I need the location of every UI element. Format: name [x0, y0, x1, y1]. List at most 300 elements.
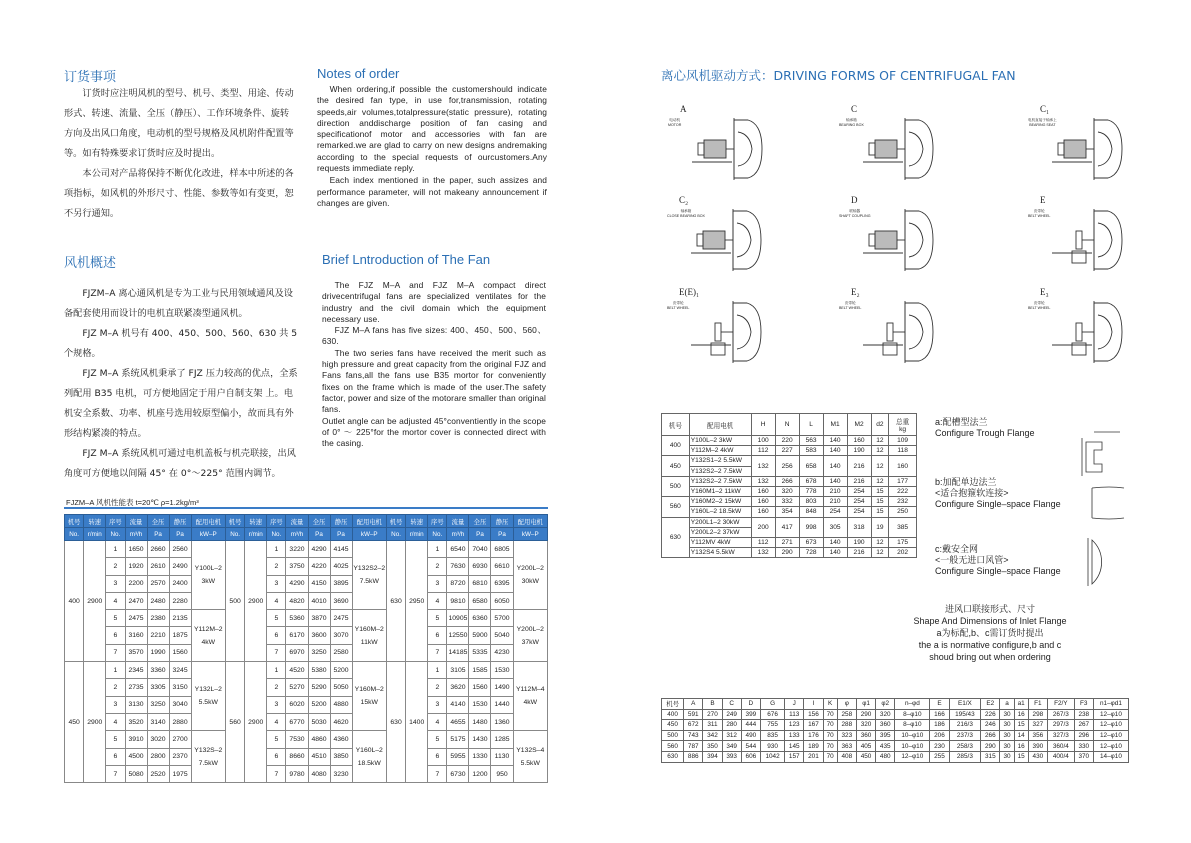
inlet-cell: 167: [804, 720, 823, 731]
perf-cell: 8660: [286, 748, 308, 765]
perf-cell: 4: [106, 592, 125, 609]
perf-cell: 8720: [447, 575, 469, 592]
perf-cell: 5175: [447, 731, 469, 748]
flange-b-caption: [935, 477, 1061, 510]
flange-c-guard: [1092, 540, 1102, 584]
perf-cell: 2490: [169, 558, 191, 575]
motor-name: Y160L–2 18.5kW: [689, 507, 751, 517]
motor-header-cell: 总重 kg: [889, 414, 917, 436]
order-zh-p1: 订货时应注明风机的型号、机号、类型、用途、传动形式、转速、流量、全压（静压）、工作环境条件、旋转方向及出风口角度，电动机的型号规格及风机附件配置等等。如有特殊要求订货时应及时提出。: [64, 88, 294, 159]
perf-cell: 5360: [286, 610, 308, 627]
inlet-cell: 390: [1028, 741, 1047, 752]
flange-c-zh2: <一般无进口风管>: [935, 555, 1009, 565]
perf-row: [65, 644, 548, 661]
perf-cell: 3600: [308, 627, 330, 644]
perf-cell: 1650: [125, 541, 147, 558]
motor-dim: 254: [847, 507, 871, 517]
inlet-cell: 15: [1014, 720, 1028, 731]
motor-fan-no: 630: [662, 517, 690, 558]
motor-dim: 160: [847, 436, 871, 446]
perf-cell: 1330: [469, 748, 491, 765]
motor-dim: 320: [775, 486, 799, 496]
inlet-cell: 320: [856, 720, 875, 731]
perf-header-cell: 全压: [308, 515, 330, 528]
motor-header-row: [662, 414, 917, 436]
drive-callout: 电机直接于轴承上 BEARING SEAT: [1028, 118, 1057, 127]
flange-a-en: Configure Trough Flange: [935, 428, 1035, 438]
intro-en-p4: Outlet angle can be adjusted 45°conventiently in the scope of 0° ～ 225°for the mortor cover is connected direct with the casing.: [322, 415, 546, 449]
inlet-cell: 70: [823, 751, 837, 762]
perf-cell: 1990: [147, 644, 169, 661]
inlet-cell: 370: [1074, 751, 1093, 762]
inlet-cell: 206: [930, 730, 949, 741]
perf-header-row: [65, 515, 548, 528]
intro-en-p2: FJZ M–A fans has five sizes: 400、450、500、560、630.: [322, 325, 546, 347]
motor-row: [662, 507, 917, 517]
inlet-cell: 288: [837, 720, 856, 731]
perf-cell: 2520: [147, 765, 169, 782]
inlet-cell: 560: [662, 741, 684, 752]
perf-cell: 1490: [491, 679, 513, 696]
perf-cell: 1920: [125, 558, 147, 575]
inlet-cell: 195/43: [949, 709, 981, 720]
perf-rpm: 2900: [84, 541, 106, 662]
perf-cell: 4140: [447, 696, 469, 713]
motor-dim: 256: [775, 456, 799, 476]
perf-cell: 4080: [308, 765, 330, 782]
motor-name: Y132S1–2 5.5kW: [689, 456, 751, 466]
perf-cell: 6170: [286, 627, 308, 644]
motor-header-cell: H: [751, 414, 775, 436]
flange-b-profile: [1092, 487, 1124, 519]
motor-dim: 232: [889, 497, 917, 507]
perf-cell: 3910: [125, 731, 147, 748]
inlet-header-row: [662, 699, 1129, 710]
perf-cell: 2570: [147, 575, 169, 592]
perf-header-cell: 静压: [491, 515, 513, 528]
perf-cell: 2475: [330, 610, 352, 627]
motor-header-cell: N: [775, 414, 799, 436]
perf-cell: 4860: [308, 731, 330, 748]
motor-dim: 210: [823, 497, 847, 507]
perf-motor-kw: 37kW: [521, 638, 539, 646]
inlet-cell: 315: [981, 751, 1000, 762]
motor-fan-no: 560: [662, 497, 690, 517]
drive-callout: 电动机 MOTOR: [668, 118, 682, 127]
inlet-cell: 255: [930, 751, 949, 762]
perf-header-cell: 序号: [428, 515, 447, 528]
perf-cell: 1430: [469, 731, 491, 748]
motor-name: Y112M–2 4kW: [689, 446, 751, 456]
perf-cell: 2660: [147, 541, 169, 558]
perf-cell: 3: [428, 696, 447, 713]
motor-header-cell: L: [799, 414, 823, 436]
perf-header-cell: kW–P: [513, 528, 548, 541]
inlet-cell: 755: [760, 720, 784, 731]
drive-callout: 皮带轮 BELT WHEEL: [839, 301, 862, 310]
perf-cell: 5: [428, 610, 447, 627]
inlet-cell: 280: [722, 720, 741, 731]
perf-cell: 4: [106, 713, 125, 730]
inlet-cell: 70: [823, 741, 837, 752]
perf-cell: 1: [428, 541, 447, 558]
perf-cell: 1: [106, 662, 125, 679]
motor-dim: 132: [751, 476, 775, 486]
inlet-header-cell: a: [1000, 699, 1014, 710]
intro-zh-p2: FJZ M–A 机号有 400、450、500、560、630 共 5 个规格。: [64, 328, 298, 359]
motor-dim: 12: [871, 548, 889, 558]
perf-cell: 2700: [169, 731, 191, 748]
perf-cell: 7530: [286, 731, 308, 748]
perf-cell: 6770: [286, 713, 308, 730]
inlet-cell: 176: [804, 730, 823, 741]
perf-cell: 1530: [469, 696, 491, 713]
motor-dim: 15: [871, 507, 889, 517]
flange-drawings: [1080, 428, 1130, 588]
drive-callout: 联轴器 SHAFT COUPLING: [839, 209, 871, 218]
inlet-cell: 835: [760, 730, 784, 741]
perf-cell: 6020: [286, 696, 308, 713]
perf-rpm: 2950: [406, 541, 428, 662]
inlet-cell: 480: [876, 751, 895, 762]
inlet-cell: 30: [1000, 741, 1014, 752]
inlet-cell: 258/3: [949, 741, 981, 752]
perf-header-cell: 转速: [84, 515, 106, 528]
perf-cell: 5380: [308, 662, 330, 679]
order-en-p2: Each index mentioned in the paper, such assizes and performance parameter, will not makeany announcement if changes are given.: [317, 175, 547, 208]
perf-motor-kw: 11kW: [360, 638, 378, 646]
motor-dim: 109: [889, 436, 917, 446]
drive-label: C₁: [1040, 104, 1050, 114]
perf-header-cell: 机号: [225, 515, 244, 528]
inlet-cell: 145: [785, 741, 804, 752]
perf-cell: 3750: [286, 558, 308, 575]
intro-zh-title: 风机概述: [64, 256, 117, 271]
motor-dim: 140: [823, 476, 847, 486]
inlet-cell: 327/3: [1047, 730, 1074, 741]
inlet-cell: 133: [785, 730, 804, 741]
motor-dim: 100: [751, 436, 775, 446]
perf-cell: 3570: [125, 644, 147, 661]
perf-cell: 5040: [491, 627, 513, 644]
drive-callout: 皮带轮 BELT WHEEL: [667, 301, 690, 310]
perf-cell: 10905: [447, 610, 469, 627]
flange-b-zh: b:加配单边法兰: [935, 477, 997, 487]
motor-dim: 210: [823, 486, 847, 496]
inlet-header-cell: φ: [837, 699, 856, 710]
inlet-cell: 216/3: [949, 720, 981, 731]
perf-motor-name: Y200L–2: [516, 565, 544, 573]
inlet-header-cell: 机号: [662, 699, 684, 710]
perf-cell: 7040: [469, 541, 491, 558]
perf-cell: 1200: [469, 765, 491, 782]
perf-header-cell: 流量: [286, 515, 308, 528]
perf-cell: 3220: [286, 541, 308, 558]
motor-row: [662, 446, 917, 456]
inlet-cell: 8–φ10: [895, 720, 930, 731]
motor-header-cell: M1: [823, 414, 847, 436]
perf-cell: 3305: [147, 679, 169, 696]
perf-rpm: 2900: [84, 662, 106, 783]
inlet-cell: 356: [1028, 730, 1047, 741]
perf-cell: 4290: [308, 541, 330, 558]
perf-cell: 6: [106, 627, 125, 644]
intro-en-p1: The FJZ M–A and FJZ M–A compact direct drivecentrifugal fans are specialized ventilates for the industry and the civil domain which the equipment necessary use.: [322, 280, 546, 324]
inlet-note-l2: Shape And Dimensions of Inlet Flange: [913, 616, 1067, 626]
inlet-header-cell: D: [741, 699, 760, 710]
motor-row: [662, 486, 917, 496]
inlet-header-cell: C: [722, 699, 741, 710]
perf-cell: 3105: [447, 662, 469, 679]
perf-cell: 4230: [491, 644, 513, 661]
perf-header-row: [65, 528, 548, 541]
inlet-cell: 408: [837, 751, 856, 762]
perf-cell: 6930: [469, 558, 491, 575]
inlet-cell: 186: [930, 720, 949, 731]
motor-dim: 202: [889, 548, 917, 558]
perf-cell: 3850: [330, 748, 352, 765]
drive-label: D: [851, 195, 858, 205]
perf-fan-no: 400: [65, 541, 84, 662]
perf-cell: 3895: [330, 575, 352, 592]
intro-zh-p4: FJZ M–A 系统风机可通过电机盖板与机壳联接，出风角度可方便地以间隔 45° 在 0°～225° 范围内调节。: [64, 448, 296, 479]
inlet-header-cell: φ2: [876, 699, 895, 710]
order-en-p1: When ordering,if possible the customershould indicate the desired fan type, in use for,transmission, rotating speeds,air volumes,totalpressure(static pressure), rotating direction anddischarge position of fan casing and specificationof motor and accessories with fan are remarked.we are glad to carry on new designs andremaking according to the special requests of ourcustomers.Any requests immediate reply.: [317, 84, 547, 174]
perf-motor-cell: [191, 541, 225, 610]
perf-cell: 6540: [447, 541, 469, 558]
perf-motor-kw: 18.5kW: [357, 759, 381, 767]
motor-dim: 160: [889, 456, 917, 476]
inlet-cell: 12–φ10: [1093, 741, 1128, 752]
perf-cell: 2580: [330, 644, 352, 661]
inlet-header-cell: A: [684, 699, 703, 710]
motor-dim: 190: [847, 537, 871, 547]
perf-header-cell: 配用电机: [191, 515, 225, 528]
perf-cell: 2735: [125, 679, 147, 696]
perf-cell: 5335: [469, 644, 491, 661]
inlet-cell: 323: [837, 730, 856, 741]
motor-dim: 15: [871, 486, 889, 496]
perf-cell: 1530: [491, 662, 513, 679]
perf-fan-no: 450: [65, 662, 84, 783]
motor-row: [662, 548, 917, 558]
motor-dim: 160: [751, 486, 775, 496]
perf-cell: 2: [106, 679, 125, 696]
motor-dim: 354: [775, 507, 799, 517]
motor-dim: 216: [847, 548, 871, 558]
inlet-cell: 320: [876, 709, 895, 720]
inlet-cell: 113: [785, 709, 804, 720]
motor-dim: 563: [799, 436, 823, 446]
perf-cell: 5200: [330, 662, 352, 679]
motor-dim: 132: [751, 456, 775, 476]
motor-name: Y160M2–2 15kW: [689, 497, 751, 507]
perf-header-cell: 配用电机: [352, 515, 386, 528]
inlet-cell: 157: [785, 751, 804, 762]
perf-motor-name: Y100L–2: [194, 565, 222, 573]
drive-form-drawing: [1046, 299, 1126, 365]
inlet-note-l4: the a is normative configure,b and c: [918, 640, 1062, 650]
perf-table-title: FJZM–A 风机性能表 t=20℃ ρ=1.2kg/m³: [66, 498, 199, 507]
drive-callout: 皮带轮 BELT WHEEL: [1028, 301, 1051, 310]
perf-cell: 1285: [491, 731, 513, 748]
perf-header-cell: 机号: [386, 515, 405, 528]
motor-dim: 216: [847, 476, 871, 486]
perf-cell: 4010: [308, 592, 330, 609]
inlet-header-cell: K: [823, 699, 837, 710]
perf-cell: 2: [428, 679, 447, 696]
inlet-cell: 787: [684, 741, 703, 752]
drive-callout: 轴承箱 CLOSE BEARING BOX: [667, 209, 705, 218]
motor-dim: 728: [799, 548, 823, 558]
flange-c-zh: c:戴安全网: [935, 544, 979, 554]
order-en-title: Notes of order: [317, 66, 400, 81]
perf-cell: 4145: [330, 541, 352, 558]
intro-en-title: Brief Lntroduction of The Fan: [322, 252, 491, 267]
perf-cell: 5: [267, 731, 286, 748]
perf-cell: 5955: [447, 748, 469, 765]
motor-dim: 290: [775, 548, 799, 558]
motor-dim: 803: [799, 497, 823, 507]
inlet-cell: 490: [741, 730, 760, 741]
motor-dim: 222: [889, 486, 917, 496]
perf-header-cell: kW–P: [191, 528, 225, 541]
inlet-header-cell: φ1: [856, 699, 875, 710]
inlet-note-l1: 进风口联接形式、尺寸: [944, 604, 1035, 614]
inlet-cell: 360: [876, 720, 895, 731]
perf-cell: 5030: [308, 713, 330, 730]
perf-cell: 2135: [169, 610, 191, 627]
inlet-row: [662, 751, 1129, 762]
drive-label: C: [851, 104, 858, 114]
perf-row: [65, 558, 548, 575]
perf-cell: 2880: [169, 713, 191, 730]
motor-dim: 160: [751, 497, 775, 507]
perf-motor-cell: [513, 731, 548, 783]
inlet-cell: 230: [930, 741, 949, 752]
perf-header-cell: 流量: [447, 515, 469, 528]
perf-motor-kw: 7.5kW: [198, 759, 218, 767]
perf-row: [65, 731, 548, 748]
motor-dim: 216: [847, 456, 871, 476]
perf-fan-no: 560: [225, 662, 244, 783]
flange-a-zh: a:配槽型法兰: [935, 417, 988, 427]
perf-cell: 3: [267, 575, 286, 592]
motor-dim: 132: [751, 548, 775, 558]
perf-cell: 9810: [447, 592, 469, 609]
inlet-cell: 312: [722, 730, 741, 741]
motor-dim: 112: [751, 446, 775, 456]
drive-callout: 轴承箱 BEARING BOX: [839, 118, 864, 127]
inlet-cell: 360: [856, 730, 875, 741]
perf-motor-name: Y132S2–2: [353, 565, 386, 573]
drive-form-drawing: [1046, 207, 1126, 273]
perf-row: [65, 662, 548, 679]
perf-header-cell: kW–P: [352, 528, 386, 541]
order-zh-text: [64, 84, 298, 224]
perf-cell: 4150: [308, 575, 330, 592]
order-en-text: [317, 84, 547, 209]
perf-cell: 6: [267, 627, 286, 644]
motor-dim: 177: [889, 476, 917, 486]
perf-header-cell: m³/h: [447, 528, 469, 541]
perf-cell: 1: [428, 662, 447, 679]
perf-motor-kw: 30kW: [521, 578, 539, 586]
perf-cell: 2400: [169, 575, 191, 592]
inlet-cell: 12–φ10: [1093, 720, 1128, 731]
inlet-cell: 930: [760, 741, 784, 752]
inlet-cell: 360/4: [1047, 741, 1074, 752]
perf-cell: 1560: [469, 679, 491, 696]
motor-dim: 250: [889, 507, 917, 517]
motor-dim: 658: [799, 456, 823, 476]
inlet-cell: 238: [1074, 709, 1093, 720]
inlet-cell: 12–φ10: [895, 751, 930, 762]
order-zh-title: 订货事项: [64, 70, 117, 85]
motor-name: Y132S4 5.5kW: [689, 548, 751, 558]
flange-c-caption: [935, 544, 1061, 577]
perf-cell: 2210: [147, 627, 169, 644]
perf-header-cell: m³/h: [286, 528, 308, 541]
perf-row: [65, 592, 548, 609]
motor-dim: 417: [775, 517, 799, 537]
perf-cell: 1440: [491, 696, 513, 713]
motor-dim: 140: [823, 436, 847, 446]
drive-form-drawing: [1046, 116, 1126, 182]
perf-cell: 4820: [286, 592, 308, 609]
motor-dim: 160: [751, 507, 775, 517]
perf-cell: 3520: [125, 713, 147, 730]
perf-cell: 1560: [169, 644, 191, 661]
motor-dim: 140: [823, 537, 847, 547]
inlet-cell: 399: [741, 709, 760, 720]
inlet-header-cell: G: [760, 699, 784, 710]
perf-cell: 5290: [308, 679, 330, 696]
perf-header-cell: m³/h: [125, 528, 147, 541]
perf-cell: 1: [267, 662, 286, 679]
performance-table: [64, 514, 548, 783]
perf-cell: 950: [491, 765, 513, 782]
perf-cell: 7: [267, 765, 286, 782]
drive-label: E₂: [851, 287, 860, 297]
perf-cell: 3: [267, 696, 286, 713]
inlet-header-cell: E1/X: [949, 699, 981, 710]
perf-motor-kw: 15kW: [360, 699, 378, 707]
perf-cell: 6395: [491, 575, 513, 592]
perf-cell: 4290: [286, 575, 308, 592]
perf-header-cell: Pa: [330, 528, 352, 541]
motor-dim: 678: [799, 476, 823, 486]
perf-cell: 6805: [491, 541, 513, 558]
perf-cell: 4620: [330, 713, 352, 730]
drive-form-drawing: [857, 299, 937, 365]
inlet-cell: 8–φ10: [895, 709, 930, 720]
inlet-header-cell: F1: [1028, 699, 1047, 710]
inlet-cell: 201: [804, 751, 823, 762]
perf-header-cell: Pa: [169, 528, 191, 541]
perf-cell: 2370: [169, 748, 191, 765]
inlet-header-cell: n1–φd1: [1093, 699, 1128, 710]
perf-cell: 2345: [125, 662, 147, 679]
perf-cell: 7630: [447, 558, 469, 575]
perf-cell: 2: [267, 679, 286, 696]
perf-header-cell: Pa: [308, 528, 330, 541]
inlet-cell: 12–φ10: [1093, 709, 1128, 720]
motor-dim: 140: [823, 456, 847, 476]
perf-motor-cell: [191, 610, 225, 662]
motor-dim: 254: [823, 507, 847, 517]
inlet-header-cell: E2: [981, 699, 1000, 710]
